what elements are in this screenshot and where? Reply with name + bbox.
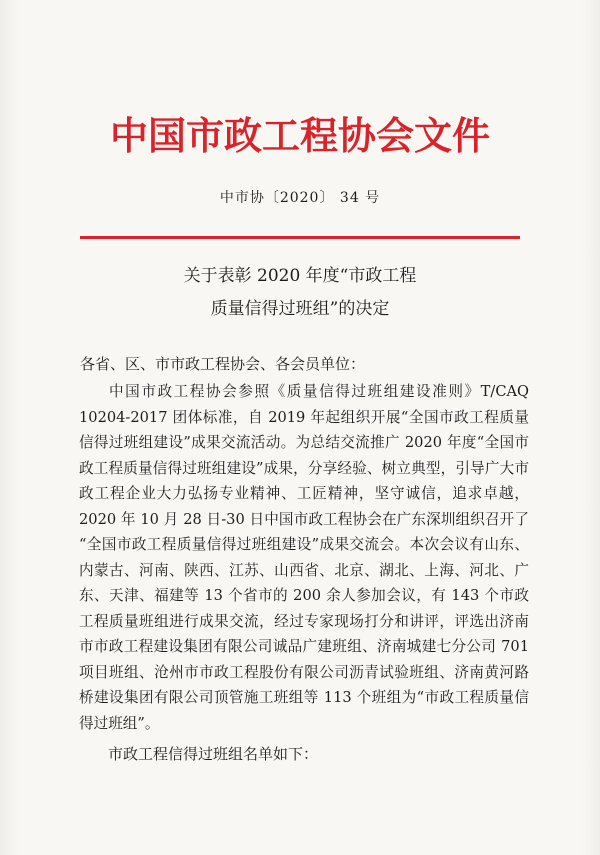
document-number: 中市协〔2020〕 34 号 xyxy=(219,190,381,206)
document-title-line-1: 关于表彰 2020 年度“市政工程 xyxy=(183,266,417,286)
document-title xyxy=(0,260,600,326)
salutation: 各省、区、市市政工程协会、各会员单位： xyxy=(80,355,366,373)
header-divider xyxy=(80,236,520,239)
document-header-title: 中国市政工程协会文件 xyxy=(109,113,490,158)
body-paragraph: 中国市政工程协会参照《质量信得过班组建设准则》T/CAQ 10204-2017 团体标准，自 2019 年起组织开展“全国市政工程质量信得过班组建设”成果交流活动。为总结交流推广 2020 年度“全国市政工程质量信得过班组建设”成果，分享经验、树立典型，引导广大市政工程企业大力弘扬专业精神、工匠精神，坚守诚信，追求卓越，2020 年 10 月 28 日-30 日中国市政工程协会在广东深圳组织召开了 “全国市政工程质量信得过班组建设”成果交流会。本次会议有山东、内蒙古、河南、陕西、江苏、山西省、北京、湖北、上海、河北、广东、天津、福建等 13 个省市的 200 余人参加会议，有 143 个市政工程质量班组进行成果交流，经过专家现场打分和讲评，评选出济南市市政工程建设集团有限公司诚品广建班组、济南城建七分公司 701 项目班组、沧州市市政工程股份有限公司沥青试验班组、济南黄河路桥建设集团有限公司顶管施工班组等 113 个班组为“市政工程质量信得过班组”。 xyxy=(79,383,529,732)
document-title-line-2: 质量信得过班组”的决定 xyxy=(210,299,390,319)
list-intro: 市政工程信得过班组名单如下： xyxy=(108,745,319,763)
